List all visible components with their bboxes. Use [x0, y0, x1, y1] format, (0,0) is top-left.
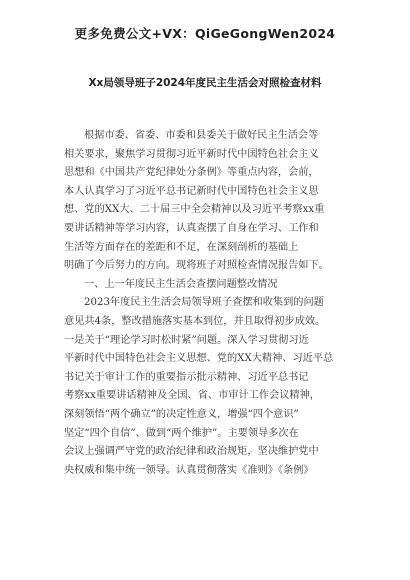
body-line: 考察xx重要讲话精神及全国、省、市审计工作会议精神， [64, 390, 320, 402]
body-line: 会议上强调严守党的政治纪律和政治规矩，坚决维护党中 [64, 446, 319, 458]
body-line: 平新时代中国特色社会主义思想、党的XX大精神、习近平总 [64, 353, 334, 365]
body-line: 明确了今后努力的方向。现将班子对照检查情况报告如下。 [64, 260, 329, 272]
body-line: 要讲话精神等学习内容，认真查摆了自身在学习、工作和 [64, 222, 319, 234]
body-line: 书记关于审计工作的重要指示批示精神、习近平总书记 [64, 371, 309, 383]
body-line: 坚定“四个自信”、做到“两个维护”。主要领导多次在 [64, 427, 299, 439]
section-heading: 一、上一年度民主生活会查摆问题整改情况 [84, 278, 278, 290]
document-body [64, 127, 356, 480]
body-line: 思想和《中国共产党纪律处分条例》等重点内容，会前， [64, 167, 319, 179]
body-line: 想、党的XX大、二十届三中全会精神以及习近平考察xx重 [64, 204, 325, 216]
promo-banner: 更多免费公文+VX：QiGeGongWen2024 [74, 26, 336, 41]
body-line: 深刻领悟“两个确立”的决定性意义，增强“四个意识” [64, 408, 299, 420]
body-line: 2023年度民主生活会局领导班子查摆和收集到的问题 [84, 297, 324, 309]
body-line: 根据市委、省委、市委和县委关于做好民主生活会等 [84, 130, 319, 141]
document-title: Xx局领导班子2024年度民主生活会对照检查材料 [88, 77, 322, 89]
body-line: 生活等方面存在的差距和不足，在深刻剖析的基础上 [64, 241, 299, 253]
body-line: 意见共4条，整改措施落实基本到位，并且取得初步成效。 [64, 315, 326, 327]
body-line: 一是关于“理论学习时松时紧”问题。深入学习贯彻习近 [64, 334, 309, 346]
body-line: 央权威和集中统一领导。认真贯彻落实《准则》《条例》 [64, 464, 314, 476]
body-line: 相关要求，聚焦学习贯彻习近平新时代中国特色社会主义 [64, 148, 319, 160]
body-line: 本人认真学习了习近平总书记新时代中国特色社会主义思 [64, 185, 319, 197]
